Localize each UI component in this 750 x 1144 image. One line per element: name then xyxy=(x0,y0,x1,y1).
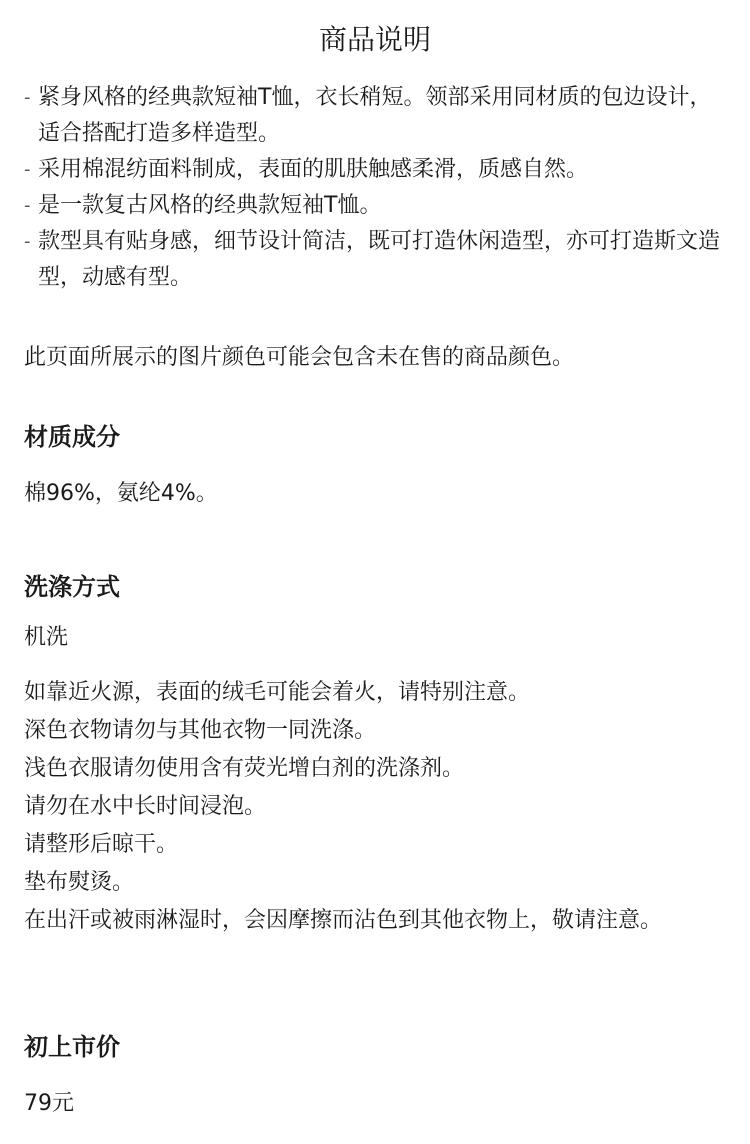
care-instruction: 请勿在水中长时间浸泡。 xyxy=(24,794,267,819)
color-note: 此页面所展示的图片颜色可能会包含未在售的商品颜色。 xyxy=(24,345,575,370)
description-list xyxy=(24,80,729,296)
care-instruction: 深色衣物请勿与其他衣物一同洗涤。 xyxy=(24,718,377,743)
material-text: 棉96%，氨纶4%。 xyxy=(24,481,218,506)
care-instruction: 在出汗或被雨淋湿时，会因摩擦而沾色到其他衣物上，敬请注意。 xyxy=(24,908,663,933)
page-title: 商品说明 xyxy=(318,23,431,56)
description-item: - 款型具有贴身感，细节设计简洁，既可打造休闲造型，亦可打造斯文造型，动感有型。 xyxy=(24,224,729,296)
care-instructions xyxy=(24,674,729,940)
price-heading: 初上市价 xyxy=(24,1033,120,1061)
care-instruction: 浅色衣服请勿使用含有荧光增白剂的洗涤剂。 xyxy=(24,756,465,781)
washing-heading: 洗涤方式 xyxy=(24,573,120,601)
care-instruction: 垫布熨烫。 xyxy=(24,870,135,895)
description-item: - 紧身风格的经典款短袖T恤，衣长稍短。领部采用同材质的包边设计，适合搭配打造多样造型。 xyxy=(24,80,729,152)
washing-method: 机洗 xyxy=(24,625,69,650)
care-instruction: 请整形后晾干。 xyxy=(24,832,179,857)
description-item: - 采用棉混纺面料制成，表面的肌肤触感柔滑，质感自然。 xyxy=(24,152,729,188)
description-item: - 是一款复古风格的经典款短袖T恤。 xyxy=(24,188,729,224)
care-instruction: 如靠近火源，表面的绒毛可能会着火，请特别注意。 xyxy=(24,680,531,705)
price-value: 79元 xyxy=(24,1091,74,1116)
material-heading: 材质成分 xyxy=(24,423,120,451)
